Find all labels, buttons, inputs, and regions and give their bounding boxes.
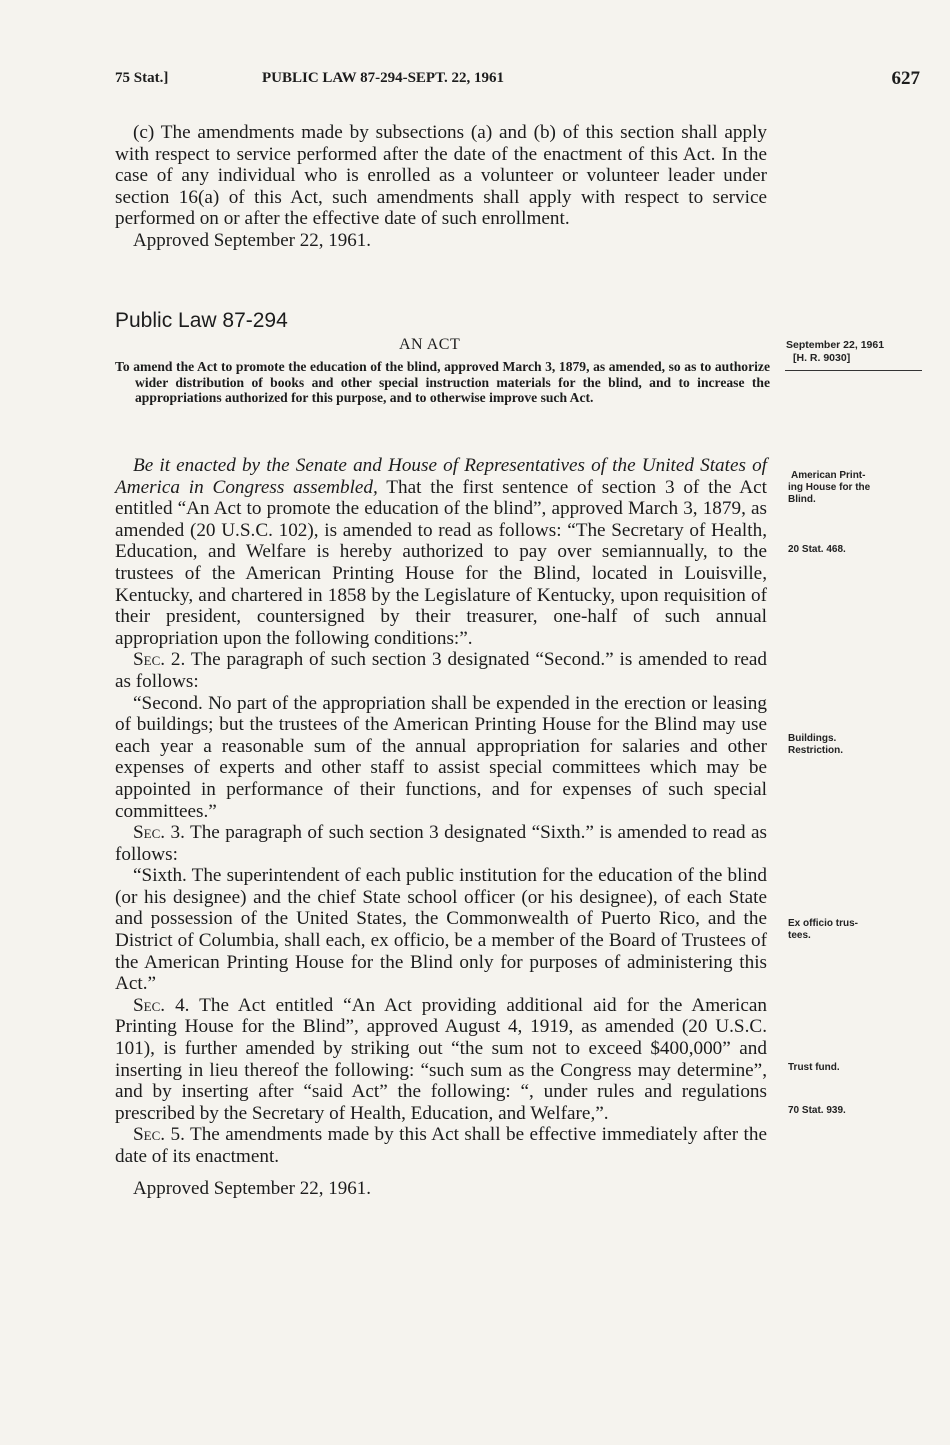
margin-aph	[788, 470, 870, 506]
margin-aph-line3: Blind.	[788, 494, 816, 505]
section-1-text: That the first sentence of section 3 of the Act entitled “An Act to promote the education of the blind”, approved March 3, 1879, as amended (20 U.S.C. 102), is amended to read as follows: “The Secretary of Health, Education, and Welfare is hereby authorized to pay over semiannually, to the trustees of the American Printing House for the Blind, located in Louisville, Kentucky, and chartered in 1858 by the Legislature of Kentucky, upon requisition of their president, countersigned by their treasurer, one-half of such annual appropriation upon the following conditions:”.	[115, 476, 767, 649]
act-purpose	[115, 359, 770, 406]
public-law-title: Public Law 87-294	[115, 309, 288, 332]
sixth-paragraph: “Sixth. The superintendent of each public institution for the education of the blind (or his designee) and the chief State school officer (or his designee), of each State and possession of the United States, the Commonwealth of Puerto Rico, and the District of Columbia, shall each, ex officio, be a member of the Board of Trustees of the American Printing House for the Blind only for purposes of administering this Act.”	[115, 865, 767, 995]
previous-section	[115, 122, 767, 252]
page-number: 627	[891, 68, 920, 89]
subsection-c-text: (c) The amendments made by subsections (a) and (b) of this section shall apply with respect to service performed after the date of the enactment of this Act. In the case of any individual who is enrolled as a volunteer or volunteer leader under section 16(a) of this Act, such amendments shall apply with respect to service performed on or after the effective date of such enrollment.	[115, 122, 767, 230]
margin-date: September 22, 1961	[786, 339, 885, 351]
section-4-text: The Act entitled “An Act providing additional aid for the American Printing House for the Blind”, approved August 4, 1919, as amended (20 U.S.C. 101), is further amended by striking out “the sum not to exceed $400,000” and inserting in lieu thereof the following: “such sum as the Congress may determine”, and by inserting after “said Act” the following: “, under rules and regulations prescribed by the Secretary of Health, Education, and Welfare,”.	[115, 994, 767, 1124]
act-approved: Approved September 22, 1961.	[133, 1177, 371, 1199]
act-body	[115, 455, 767, 1200]
margin-buildings-line: Buildings.	[788, 733, 837, 744]
margin-ex-officio	[788, 918, 858, 942]
section-2-label: Sec. 2.	[133, 649, 186, 671]
enacting-clause: Be it enacted by the Senate and House of Representatives of the United States of America in Congress assembled,	[115, 455, 767, 498]
section-5-label: Sec. 5.	[133, 1124, 185, 1146]
section-4-label: Sec. 4.	[133, 994, 190, 1016]
section-2	[115, 649, 767, 692]
section-3-label: Sec. 3.	[133, 822, 185, 844]
section-4	[115, 995, 767, 1125]
purpose-text: To amend the Act to promote the education of the blind, approved March 3, 1879, as amended, so as to authorize wider distribution of books and other special instruction materials for the blind, and to increase the appropriations authorized for this purpose, and to otherwise improve such Act.	[115, 359, 770, 406]
margin-buildings	[788, 733, 843, 757]
running-header	[115, 70, 920, 94]
margin-trust-fund: Trust fund.	[788, 1062, 840, 1073]
margin-stat-468: 20 Stat. 468.	[788, 544, 846, 555]
margin-aph-line1: American Print-	[791, 470, 866, 481]
section-2-text: The paragraph of such section 3 designated “Second.” is amended to read as follows:	[115, 649, 767, 692]
second-paragraph: “Second. No part of the appropriation shall be expended in the erection or leasing of buildings; but the trustees of the American Printing House for the Blind may use each year a reasonable sum of the annual appropriation for salaries and other expenses of experts and other staff to assist special committees which may be appointed in performance of their functions, and for expenses of such special committees.”	[115, 692, 767, 822]
section-3-text: The paragraph of such section 3 designated “Sixth.” is amended to read as follows:	[115, 822, 767, 865]
margin-ex-officio-line2: tees.	[788, 930, 811, 941]
margin-rule	[785, 370, 922, 371]
margin-bill-number: [H. R. 9030]	[793, 352, 851, 364]
margin-ex-officio-line1: Ex officio trus-	[788, 918, 859, 929]
header-law-date: PUBLIC LAW 87-294-SEPT. 22, 1961	[262, 70, 504, 86]
section-1	[115, 455, 767, 649]
margin-restriction-line: Restriction.	[788, 745, 844, 756]
margin-aph-line2: ing House for the	[788, 482, 871, 493]
section-3	[115, 822, 767, 865]
section-5	[115, 1124, 767, 1167]
section-5-text: The amendments made by this Act shall be effective immediately after the date of its enactment.	[115, 1124, 767, 1167]
margin-stat-939: 70 Stat. 939.	[788, 1105, 846, 1116]
previous-approved: Approved September 22, 1961.	[133, 229, 371, 251]
an-act-heading: AN ACT	[399, 336, 461, 353]
stat-volume: 75 Stat.]	[115, 70, 169, 86]
